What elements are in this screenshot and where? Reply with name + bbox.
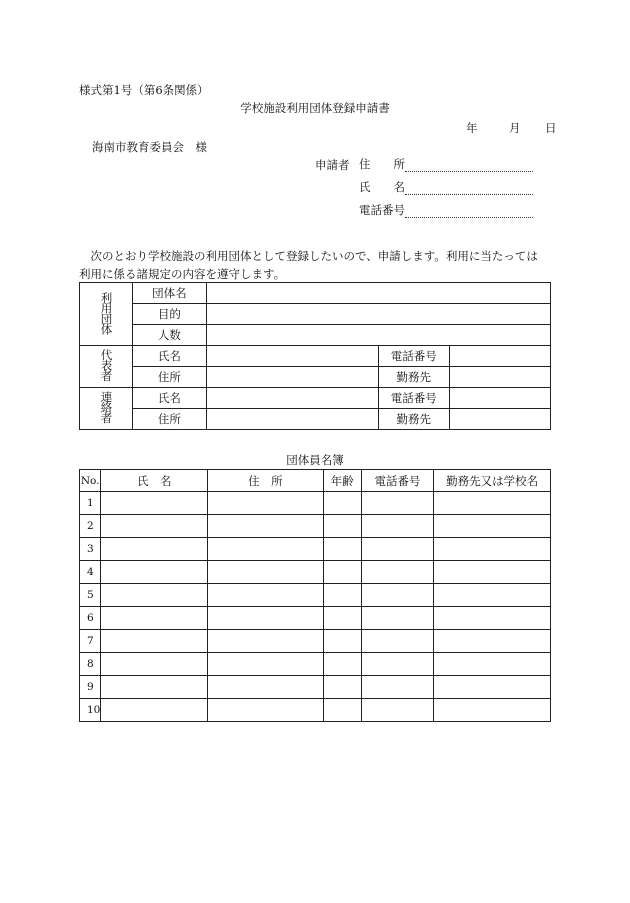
contact-phone-input[interactable] — [449, 388, 550, 409]
form-number: 様式第1号（第6条関係） — [79, 83, 209, 97]
group-purpose-label: 目的 — [133, 304, 207, 325]
group-header: 利用団体 — [80, 283, 133, 346]
roster-cell-phone[interactable] — [361, 561, 434, 584]
roster-cell-work[interactable] — [434, 630, 551, 653]
roster-row-number: 1 — [80, 492, 101, 515]
roster-cell-phone[interactable] — [361, 538, 434, 561]
roster-cell-name[interactable] — [101, 699, 208, 722]
applicant-name-line[interactable] — [405, 182, 533, 195]
roster-header-name: 氏 名 — [101, 470, 208, 492]
roster-row-number: 9 — [80, 676, 101, 699]
roster-cell-work[interactable] — [434, 561, 551, 584]
roster-cell-age[interactable] — [323, 653, 361, 676]
representative-address-input[interactable] — [206, 367, 378, 388]
roster-header-no: No. — [80, 470, 101, 492]
group-count-label: 人数 — [133, 325, 207, 346]
roster-cell-name[interactable] — [101, 538, 208, 561]
applicant-phone-field[interactable] — [359, 202, 533, 218]
table-row — [80, 699, 551, 722]
group-purpose-input[interactable] — [206, 304, 550, 325]
roster-cell-work[interactable] — [434, 676, 551, 699]
roster-cell-name[interactable] — [101, 630, 208, 653]
roster-cell-phone[interactable] — [361, 584, 434, 607]
representative-work-label: 勤務先 — [378, 367, 449, 388]
applicant-name-label: 氏 名 — [359, 180, 405, 194]
roster-row-number: 7 — [80, 630, 101, 653]
representative-phone-label: 電話番号 — [378, 346, 449, 367]
roster-cell-name[interactable] — [101, 492, 208, 515]
roster-cell-work[interactable] — [434, 538, 551, 561]
date-line — [466, 120, 557, 136]
roster-body — [80, 492, 551, 722]
roster-cell-age[interactable] — [323, 607, 361, 630]
roster-cell-address[interactable] — [208, 584, 324, 607]
representative-name-input[interactable] — [206, 346, 378, 367]
roster-cell-age[interactable] — [323, 561, 361, 584]
roster-cell-name[interactable] — [101, 584, 208, 607]
table-row — [80, 630, 551, 653]
table-row — [80, 584, 551, 607]
declaration-line-2: 利用に係る諸規定の内容を遵守します。 — [79, 267, 286, 281]
roster-cell-age[interactable] — [323, 676, 361, 699]
table-row — [80, 561, 551, 584]
roster-cell-phone[interactable] — [361, 630, 434, 653]
representative-name-label: 氏名 — [133, 346, 207, 367]
roster-row-number: 6 — [80, 607, 101, 630]
applicant-phone-label: 電話番号 — [359, 203, 405, 217]
roster-header-age: 年齢 — [323, 470, 361, 492]
roster-row-number: 5 — [80, 584, 101, 607]
document-title: 学校施設利用団体登録申請書 — [240, 101, 390, 115]
date-year: 年 — [466, 121, 478, 135]
roster-cell-address[interactable] — [208, 538, 324, 561]
roster-row-number: 4 — [80, 561, 101, 584]
roster-cell-work[interactable] — [434, 492, 551, 515]
roster-cell-age[interactable] — [323, 538, 361, 561]
group-name-input[interactable] — [206, 283, 550, 304]
roster-cell-work[interactable] — [434, 653, 551, 676]
roster-cell-phone[interactable] — [361, 653, 434, 676]
addressee: 海南市教育委員会 様 — [92, 140, 207, 154]
contact-work-input[interactable] — [449, 409, 550, 430]
contact-phone-label: 電話番号 — [378, 388, 449, 409]
roster-cell-work[interactable] — [434, 584, 551, 607]
table-row — [80, 515, 551, 538]
roster-cell-phone[interactable] — [361, 699, 434, 722]
roster-cell-age[interactable] — [323, 515, 361, 538]
group-count-input[interactable] — [206, 325, 550, 346]
roster-row-number: 8 — [80, 653, 101, 676]
roster-cell-address[interactable] — [208, 676, 324, 699]
roster-cell-address[interactable] — [208, 630, 324, 653]
roster-cell-age[interactable] — [323, 492, 361, 515]
applicant-address-field[interactable] — [359, 156, 533, 172]
representative-header: 代表者 — [80, 346, 133, 388]
contact-name-input[interactable] — [206, 388, 378, 409]
table-row — [80, 607, 551, 630]
roster-header-row — [80, 470, 551, 492]
roster-cell-phone[interactable] — [361, 676, 434, 699]
table-row — [80, 676, 551, 699]
roster-cell-phone[interactable] — [361, 607, 434, 630]
roster-cell-phone[interactable] — [361, 515, 434, 538]
declaration-paragraph — [79, 247, 554, 283]
applicant-name-field[interactable] — [359, 179, 533, 195]
applicant-address-label: 住 所 — [359, 157, 405, 171]
roster-cell-work[interactable] — [434, 515, 551, 538]
roster-cell-name[interactable] — [101, 515, 208, 538]
roster-cell-age[interactable] — [323, 630, 361, 653]
contact-address-label: 住所 — [133, 409, 207, 430]
representative-address-label: 住所 — [133, 367, 207, 388]
roster-header-work: 勤務先又は学校名 — [434, 470, 551, 492]
roster-title: 団体員名簿 — [286, 453, 344, 467]
contact-work-label: 勤務先 — [378, 409, 449, 430]
applicant-phone-line[interactable] — [405, 205, 533, 218]
group-name-label: 団体名 — [133, 283, 207, 304]
contact-header: 連絡者 — [80, 388, 133, 430]
date-month: 月 — [509, 121, 521, 135]
roster-cell-address[interactable] — [208, 561, 324, 584]
roster-cell-name[interactable] — [101, 676, 208, 699]
applicant-address-line[interactable] — [405, 159, 533, 172]
roster-cell-address[interactable] — [208, 653, 324, 676]
roster-header-address: 住 所 — [208, 470, 324, 492]
representative-work-input[interactable] — [449, 367, 550, 388]
roster-row-number: 3 — [80, 538, 101, 561]
roster-cell-address[interactable] — [208, 515, 324, 538]
roster-cell-name[interactable] — [101, 561, 208, 584]
representative-phone-input[interactable] — [449, 346, 550, 367]
roster-row-number: 2 — [80, 515, 101, 538]
contact-name-label: 氏名 — [133, 388, 207, 409]
roster-cell-age[interactable] — [323, 699, 361, 722]
roster-cell-work[interactable] — [434, 607, 551, 630]
roster-cell-name[interactable] — [101, 607, 208, 630]
group-info-table — [79, 282, 551, 430]
table-row — [80, 492, 551, 515]
date-day: 日 — [545, 121, 557, 135]
roster-cell-address[interactable] — [208, 699, 324, 722]
roster-cell-address[interactable] — [208, 492, 324, 515]
roster-cell-age[interactable] — [323, 584, 361, 607]
roster-cell-address[interactable] — [208, 607, 324, 630]
roster-cell-work[interactable] — [434, 699, 551, 722]
contact-address-input[interactable] — [206, 409, 378, 430]
roster-table — [79, 469, 551, 722]
declaration-line-1: 次のとおり学校施設の利用団体として登録したいので、申請します。利用に当たっては — [90, 249, 538, 263]
roster-cell-phone[interactable] — [361, 492, 434, 515]
table-row — [80, 653, 551, 676]
applicant-label: 申請者 — [315, 158, 350, 172]
roster-row-number: 10 — [80, 699, 101, 722]
roster-cell-name[interactable] — [101, 653, 208, 676]
table-row — [80, 538, 551, 561]
roster-header-phone: 電話番号 — [361, 470, 434, 492]
